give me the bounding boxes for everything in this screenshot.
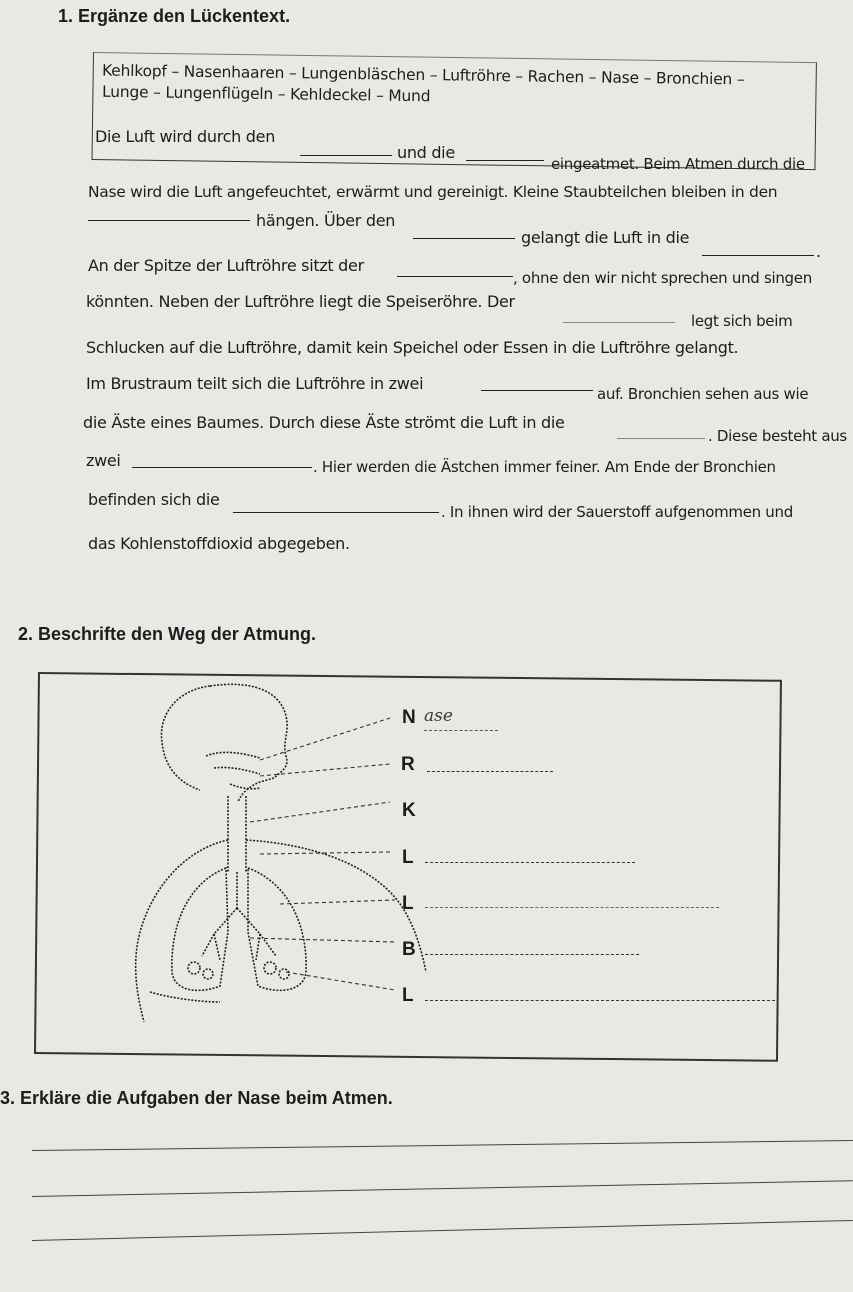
text-segment: . Diese besteht aus bbox=[708, 427, 847, 445]
word-bank-line-1: Kehlkopf – Nasenhaaren – Lungenbläschen – Luftröhre – Rachen – Nase – Bronchien – bbox=[101, 61, 745, 89]
text-segment: die Äste eines Baumes. Durch diese Äste strömt die Luft in die bbox=[83, 413, 565, 432]
text-segment: Nase wird die Luft angefeuchtet, erwärmt und gereinigt. Kleine Staubteilchen bleiben in den bbox=[88, 183, 778, 201]
gap-blank[interactable] bbox=[702, 255, 814, 256]
word-bank-line-2: Lunge – Lungenflügeln – Kehldeckel – Mund bbox=[101, 82, 431, 106]
text-segment: , ohne den wir nicht sprechen und singen bbox=[513, 269, 812, 287]
text-segment: . In ihnen wird der Sauerstoff aufgenommen und bbox=[441, 503, 793, 521]
label-bronchien: B bbox=[402, 939, 416, 960]
text-segment: zwei bbox=[86, 451, 121, 470]
task3-heading: 3. Erkläre die Aufgaben der Nase beim Atmen. bbox=[0, 1088, 393, 1108]
gap-blank[interactable] bbox=[88, 220, 250, 221]
text-segment: das Kohlenstoffdioxid abgegeben. bbox=[88, 534, 350, 553]
label-answer-line[interactable] bbox=[424, 730, 498, 731]
text-segment: Schlucken auf die Luftröhre, damit kein Speichel oder Essen in die Luftröhre gelangt. bbox=[86, 338, 739, 357]
handwritten-answer: ase bbox=[424, 706, 453, 726]
label-kehlkopf: K bbox=[402, 800, 416, 821]
answer-line[interactable] bbox=[32, 1140, 853, 1151]
label-answer-line[interactable] bbox=[425, 954, 639, 955]
text-segment: eingeatmet. Beim Atmen durch die bbox=[551, 155, 805, 173]
text-segment: befinden sich die bbox=[88, 490, 220, 509]
label-rachen: R bbox=[401, 754, 415, 775]
gap-blank[interactable] bbox=[300, 155, 392, 156]
gap-blank[interactable] bbox=[132, 467, 312, 468]
label-answer-line[interactable] bbox=[425, 1000, 775, 1001]
text-segment: Im Brustraum teilt sich die Luftröhre in zwei bbox=[86, 374, 424, 393]
text-segment: . bbox=[816, 242, 821, 261]
gap-blank[interactable] bbox=[617, 438, 705, 439]
gap-blank[interactable] bbox=[397, 276, 513, 277]
text-segment: auf. Bronchien sehen aus wie bbox=[597, 385, 809, 403]
label-luftroehre: L bbox=[402, 847, 414, 868]
task1-heading: 1. Ergänze den Lückentext. bbox=[58, 6, 291, 26]
answer-line[interactable] bbox=[32, 1220, 853, 1241]
label-answer-line[interactable] bbox=[425, 907, 719, 908]
text-segment: und die bbox=[397, 143, 455, 162]
gap-blank[interactable] bbox=[413, 238, 515, 239]
text-segment: . Hier werden die Ästchen immer feiner. Am Ende der Bronchien bbox=[313, 458, 776, 476]
text-segment: An der Spitze der Luftröhre sitzt der bbox=[88, 256, 364, 275]
gap-blank[interactable] bbox=[563, 322, 675, 323]
label-lungenblaeschen: L bbox=[402, 985, 414, 1006]
text-segment: Die Luft wird durch den bbox=[95, 127, 276, 146]
text-segment: könnten. Neben der Luftröhre liegt die Speiseröhre. Der bbox=[86, 292, 515, 311]
label-nase: N bbox=[402, 707, 416, 728]
label-answer-line[interactable] bbox=[425, 862, 635, 863]
text-segment: gelangt die Luft in die bbox=[521, 228, 690, 247]
task2-heading: 2. Beschrifte den Weg der Atmung. bbox=[18, 624, 317, 644]
gap-blank[interactable] bbox=[233, 512, 439, 513]
gap-blank[interactable] bbox=[481, 390, 593, 391]
label-lungenfluegel: L bbox=[402, 893, 414, 914]
text-segment: hängen. Über den bbox=[256, 211, 396, 230]
text-segment: legt sich beim bbox=[691, 312, 793, 330]
label-answer-line[interactable] bbox=[427, 771, 553, 772]
gap-blank[interactable] bbox=[466, 160, 544, 161]
answer-line[interactable] bbox=[32, 1180, 853, 1197]
